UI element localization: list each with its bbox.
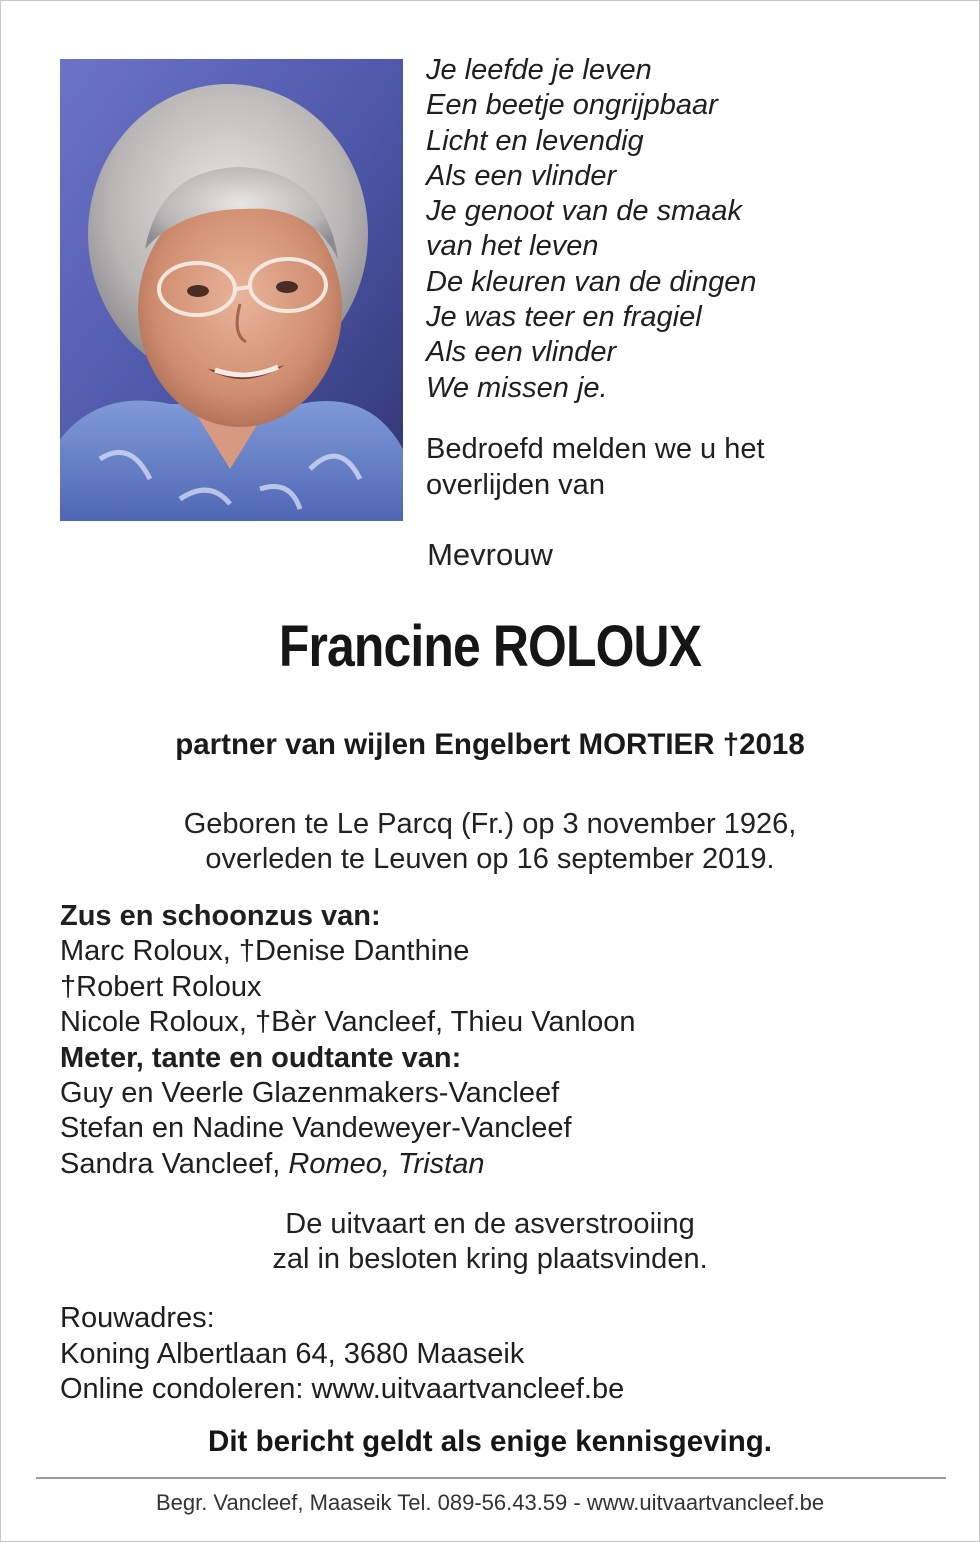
poem-line: Licht en levendig bbox=[426, 124, 644, 157]
portrait-photo bbox=[60, 59, 403, 521]
deceased-name: Francine ROLOUX bbox=[278, 614, 702, 679]
poem-line: Je was teer en fragiel bbox=[426, 301, 702, 334]
death-line: overleden te Leuven op 16 september 2019. bbox=[205, 843, 775, 875]
relative-row: Marc Roloux, †Denise Danthine bbox=[60, 935, 470, 968]
poem-line: Als een vlinder bbox=[426, 159, 617, 192]
address-street: Koning Albertlaan 64, 3680 Maaseik bbox=[60, 1337, 525, 1370]
relative-row: Nicole Roloux, †Bèr Vancleef, Thieu Vanloon bbox=[60, 1006, 636, 1039]
relatives-list bbox=[60, 899, 940, 1182]
poem-line: Je leefde je leven bbox=[426, 54, 652, 86]
funeral-line: zal in besloten kring plaatsvinden. bbox=[272, 1243, 708, 1275]
siblings-heading: Zus en schoonzus van: bbox=[60, 900, 381, 932]
poem-line: Je genoot van de smaak bbox=[426, 195, 742, 228]
relative-row: †Robert Roloux bbox=[60, 970, 262, 1003]
relative-name: Sandra Vancleef, bbox=[60, 1147, 289, 1180]
announcement-intro bbox=[426, 431, 946, 503]
partner-line: partner van wijlen Engelbert MORTIER †2018 bbox=[175, 728, 805, 761]
godmother-heading: Meter, tante en oudtante van: bbox=[60, 1041, 462, 1074]
grandchildren-names: Romeo, Tristan bbox=[288, 1147, 485, 1180]
portrait-illustration bbox=[60, 59, 403, 521]
funeral-line: De uitvaart en de asverstrooiing bbox=[285, 1208, 695, 1240]
online-condolence[interactable]: Online condoleren: www.uitvaartvancleef.be bbox=[60, 1373, 625, 1405]
poem-line: We missen je. bbox=[426, 371, 608, 404]
mourning-address bbox=[60, 1301, 940, 1408]
intro-line: overlijden van bbox=[426, 469, 605, 501]
birth-line: Geboren te Le Parcq (Fr.) op 3 november 1926, bbox=[183, 808, 797, 840]
funeral-info bbox=[1, 1207, 979, 1277]
relative-row: Stefan en Nadine Vandeweyer-Vancleef bbox=[60, 1112, 572, 1145]
poem-line: De kleuren van de dingen bbox=[426, 265, 757, 298]
poem-line: Als een vlinder bbox=[426, 336, 617, 369]
funeral-home-footer: Begr. Vancleef, Maaseik Tel. 089-56.43.59 - www.uitvaartvancleef.be bbox=[155, 1490, 825, 1515]
poem-line: van het leven bbox=[426, 230, 599, 263]
relative-row: Guy en Veerle Glazenmakers-Vancleef bbox=[60, 1077, 560, 1110]
birth-death-dates bbox=[1, 807, 979, 877]
poem-line: Een beetje ongrijpbaar bbox=[426, 89, 718, 122]
address-label: Rouwadres: bbox=[60, 1302, 215, 1334]
intro-line: Bedroefd melden we u het bbox=[426, 433, 765, 465]
notice-statement: Dit bericht geldt als enige kennisgeving. bbox=[208, 1425, 772, 1458]
relative-row bbox=[60, 1147, 940, 1182]
footer-divider bbox=[36, 1477, 946, 1479]
salutation: Mevrouw bbox=[427, 537, 553, 572]
poem bbox=[426, 53, 946, 406]
